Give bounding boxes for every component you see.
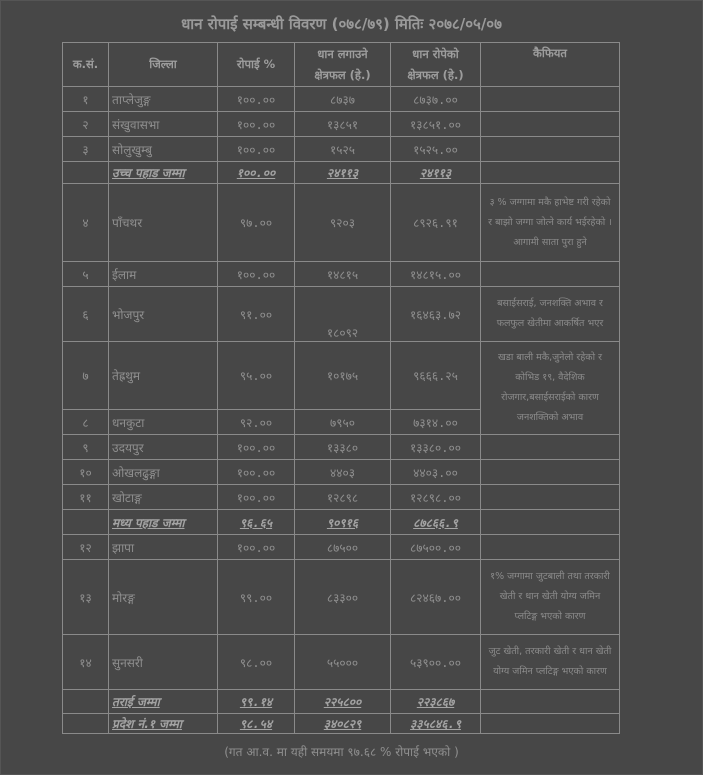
- cell-district: ताप्लेजुङ्ग: [109, 87, 218, 112]
- cell-remarks: [481, 137, 620, 162]
- report-title: धान रोपाई सम्बन्धी विवरण (०७८/७९) मितिः २०७८/०५/०७: [181, 15, 502, 33]
- table-row: [63, 460, 620, 485]
- cell-planted: १६४६३.७२: [391, 287, 481, 342]
- cell-remarks: [481, 87, 620, 112]
- cell-sn: १३: [63, 560, 109, 635]
- cell-percent: १००.००: [218, 460, 295, 485]
- cell-planted: ७३१४.००: [391, 410, 481, 435]
- cell-remarks: [481, 162, 620, 184]
- cell-planted: २२३८६७: [391, 690, 481, 714]
- cell-target: २४११३: [295, 162, 391, 184]
- cell-planted: ८९२६.९१: [391, 184, 481, 262]
- grand-total-row: [63, 714, 620, 734]
- table-row: [63, 262, 620, 287]
- cell-percent: ९६.६५: [218, 510, 295, 535]
- cell-percent: १००.००: [218, 485, 295, 510]
- table-row: [63, 560, 620, 635]
- cell-district: झापा: [109, 535, 218, 560]
- cell-planted: २४११३: [391, 162, 481, 184]
- cell-target: ४४०३: [295, 460, 391, 485]
- cell-percent: १००.००: [218, 162, 295, 184]
- table-row: [63, 112, 620, 137]
- cell-percent: ९८.५४: [218, 714, 295, 734]
- cell-district: तराई जम्मा: [109, 690, 218, 714]
- cell-planted: १४८१५.००: [391, 262, 481, 287]
- cell-planted: १२८९८.००: [391, 485, 481, 510]
- cell-district: उच्च पहाड जम्मा: [109, 162, 218, 184]
- cell-planted: ८७५००.००: [391, 535, 481, 560]
- cell-percent: ९१.००: [218, 287, 295, 342]
- cell-sn: [63, 714, 109, 734]
- cell-sn: ४: [63, 184, 109, 262]
- header-row: [63, 43, 620, 87]
- cell-target: १३८५१: [295, 112, 391, 137]
- cell-district: ईलाम: [109, 262, 218, 287]
- table-row: [63, 184, 620, 262]
- cell-sn: १: [63, 87, 109, 112]
- cell-planted: ८७८६६.९: [391, 510, 481, 535]
- cell-target: ८७३७: [295, 87, 391, 112]
- cell-planted: ९६६६.२५: [391, 342, 481, 410]
- cell-percent: ९७.००: [218, 184, 295, 262]
- cell-percent: ९२.००: [218, 410, 295, 435]
- subtotal-row: [63, 510, 620, 535]
- cell-planted: ४४०३.००: [391, 460, 481, 485]
- cell-target: १५२५: [295, 137, 391, 162]
- cell-target: १०१७५: [295, 342, 391, 410]
- cell-sn: १४: [63, 635, 109, 690]
- cell-district: पाँचथर: [109, 184, 218, 262]
- cell-planted: ८७३७.००: [391, 87, 481, 112]
- cell-district: उदयपुर: [109, 435, 218, 460]
- header-remarks: कैफियत: [481, 43, 620, 87]
- cell-remarks: [481, 510, 620, 535]
- cell-target: ३४०८२९: [295, 714, 391, 734]
- table-row: [63, 287, 620, 342]
- table-row: [63, 137, 620, 162]
- cell-target: ८७५००: [295, 535, 391, 560]
- cell-sn: ३: [63, 137, 109, 162]
- cell-remarks: बसाईसराई, जनशक्ति अभाव र फलफुल खेतीमा आकर्षित भएर: [481, 287, 620, 342]
- cell-sn: १०: [63, 460, 109, 485]
- cell-district: संखुवासभा: [109, 112, 218, 137]
- cell-sn: [63, 162, 109, 184]
- paddy-plantation-table: [62, 42, 620, 734]
- cell-target: १२८९८: [295, 485, 391, 510]
- cell-district: मध्य पहाड जम्मा: [109, 510, 218, 535]
- cell-sn: ५: [63, 262, 109, 287]
- cell-remarks: [481, 485, 620, 510]
- cell-district: सोलुखुम्बु: [109, 137, 218, 162]
- cell-remarks: खडा बाली मकै,जुनेलो रहेको र कोभिड १९, वैदेशिक रोजगार,बसाईसराईको कारण जनशक्तिको अभाव: [481, 342, 620, 435]
- table-body: [63, 87, 620, 734]
- cell-target: ७९५०: [295, 410, 391, 435]
- cell-percent: १००.००: [218, 262, 295, 287]
- cell-district: खोटाङ्ग: [109, 485, 218, 510]
- footer-note: (गत आ.व. मा यही समयमा ९७.६८ % रोपाई भएको ): [224, 745, 459, 759]
- cell-district: प्रदेश नं.१ जम्मा: [109, 714, 218, 734]
- cell-sn: ८: [63, 410, 109, 435]
- header-sn: क.सं.: [63, 43, 109, 87]
- cell-percent: ९९.००: [218, 560, 295, 635]
- cell-remarks: [481, 690, 620, 714]
- table-row: [63, 485, 620, 510]
- cell-district: धनकुटा: [109, 410, 218, 435]
- table-row: [63, 87, 620, 112]
- cell-planted: ५३९००.००: [391, 635, 481, 690]
- cell-percent: १००.००: [218, 112, 295, 137]
- cell-remarks: [481, 460, 620, 485]
- cell-district: मोरङ्ग: [109, 560, 218, 635]
- cell-planted: १५२५.००: [391, 137, 481, 162]
- cell-remarks: [481, 262, 620, 287]
- cell-target: ९०९१६: [295, 510, 391, 535]
- table-row: [63, 635, 620, 690]
- header-district: जिल्ला: [109, 43, 218, 87]
- cell-district: भोजपुर: [109, 287, 218, 342]
- cell-percent: १००.००: [218, 87, 295, 112]
- cell-target: १३३८०: [295, 435, 391, 460]
- cell-sn: ११: [63, 485, 109, 510]
- cell-sn: २: [63, 112, 109, 137]
- cell-sn: [63, 510, 109, 535]
- subtotal-row: [63, 162, 620, 184]
- cell-planted: १३८५१.००: [391, 112, 481, 137]
- cell-remarks: जुट खेती, तरकारी खेती र धान खेती योग्य जमिन प्लटिङ्ग भएको कारण: [481, 635, 620, 690]
- table-row: [63, 342, 620, 410]
- header-planted-area: धान रोपेको क्षेत्रफल (हे.): [391, 43, 481, 87]
- cell-district: सुनसरी: [109, 635, 218, 690]
- cell-remarks: [481, 435, 620, 460]
- table-row: [63, 535, 620, 560]
- cell-sn: [63, 690, 109, 714]
- cell-target: ९२०३: [295, 184, 391, 262]
- table-row: [63, 435, 620, 460]
- cell-sn: ६: [63, 287, 109, 342]
- cell-sn: ७: [63, 342, 109, 410]
- header-percent: रोपाई %: [218, 43, 295, 87]
- cell-target: २२५८००: [295, 690, 391, 714]
- header-target-area: धान लगाउने क्षेत्रफल (हे.): [295, 43, 391, 87]
- cell-remarks: [481, 112, 620, 137]
- cell-remarks: [481, 714, 620, 734]
- cell-percent: १००.००: [218, 435, 295, 460]
- cell-planted: ३३५८४६.९: [391, 714, 481, 734]
- cell-remarks: १% जग्गामा जुटबाली तथा तरकारी खेती र धान खेती योग्य जमिन प्लटिङ्ग भएको कारण: [481, 560, 620, 635]
- cell-percent: ९९.१४: [218, 690, 295, 714]
- cell-sn: १२: [63, 535, 109, 560]
- subtotal-row: [63, 690, 620, 714]
- cell-percent: ९८.००: [218, 635, 295, 690]
- cell-percent: १००.००: [218, 137, 295, 162]
- cell-target: १८०९२: [295, 287, 391, 342]
- cell-percent: १००.००: [218, 535, 295, 560]
- cell-target: ८३३००: [295, 560, 391, 635]
- cell-district: ओखलढुङ्गा: [109, 460, 218, 485]
- cell-district: तेह्रथुम: [109, 342, 218, 410]
- cell-target: १४८१५: [295, 262, 391, 287]
- cell-planted: १३३८०.००: [391, 435, 481, 460]
- cell-target: ५५०००: [295, 635, 391, 690]
- cell-planted: ८२४६७.००: [391, 560, 481, 635]
- cell-sn: ९: [63, 435, 109, 460]
- cell-percent: ९५.००: [218, 342, 295, 410]
- cell-remarks: ३ % जग्गामा मकै हाभेष्ट गरी रहेको र बाझो जग्गा जोत्ने कार्य भईरहेको । आगामी साता पुरा हुने: [481, 184, 620, 262]
- cell-remarks: [481, 535, 620, 560]
